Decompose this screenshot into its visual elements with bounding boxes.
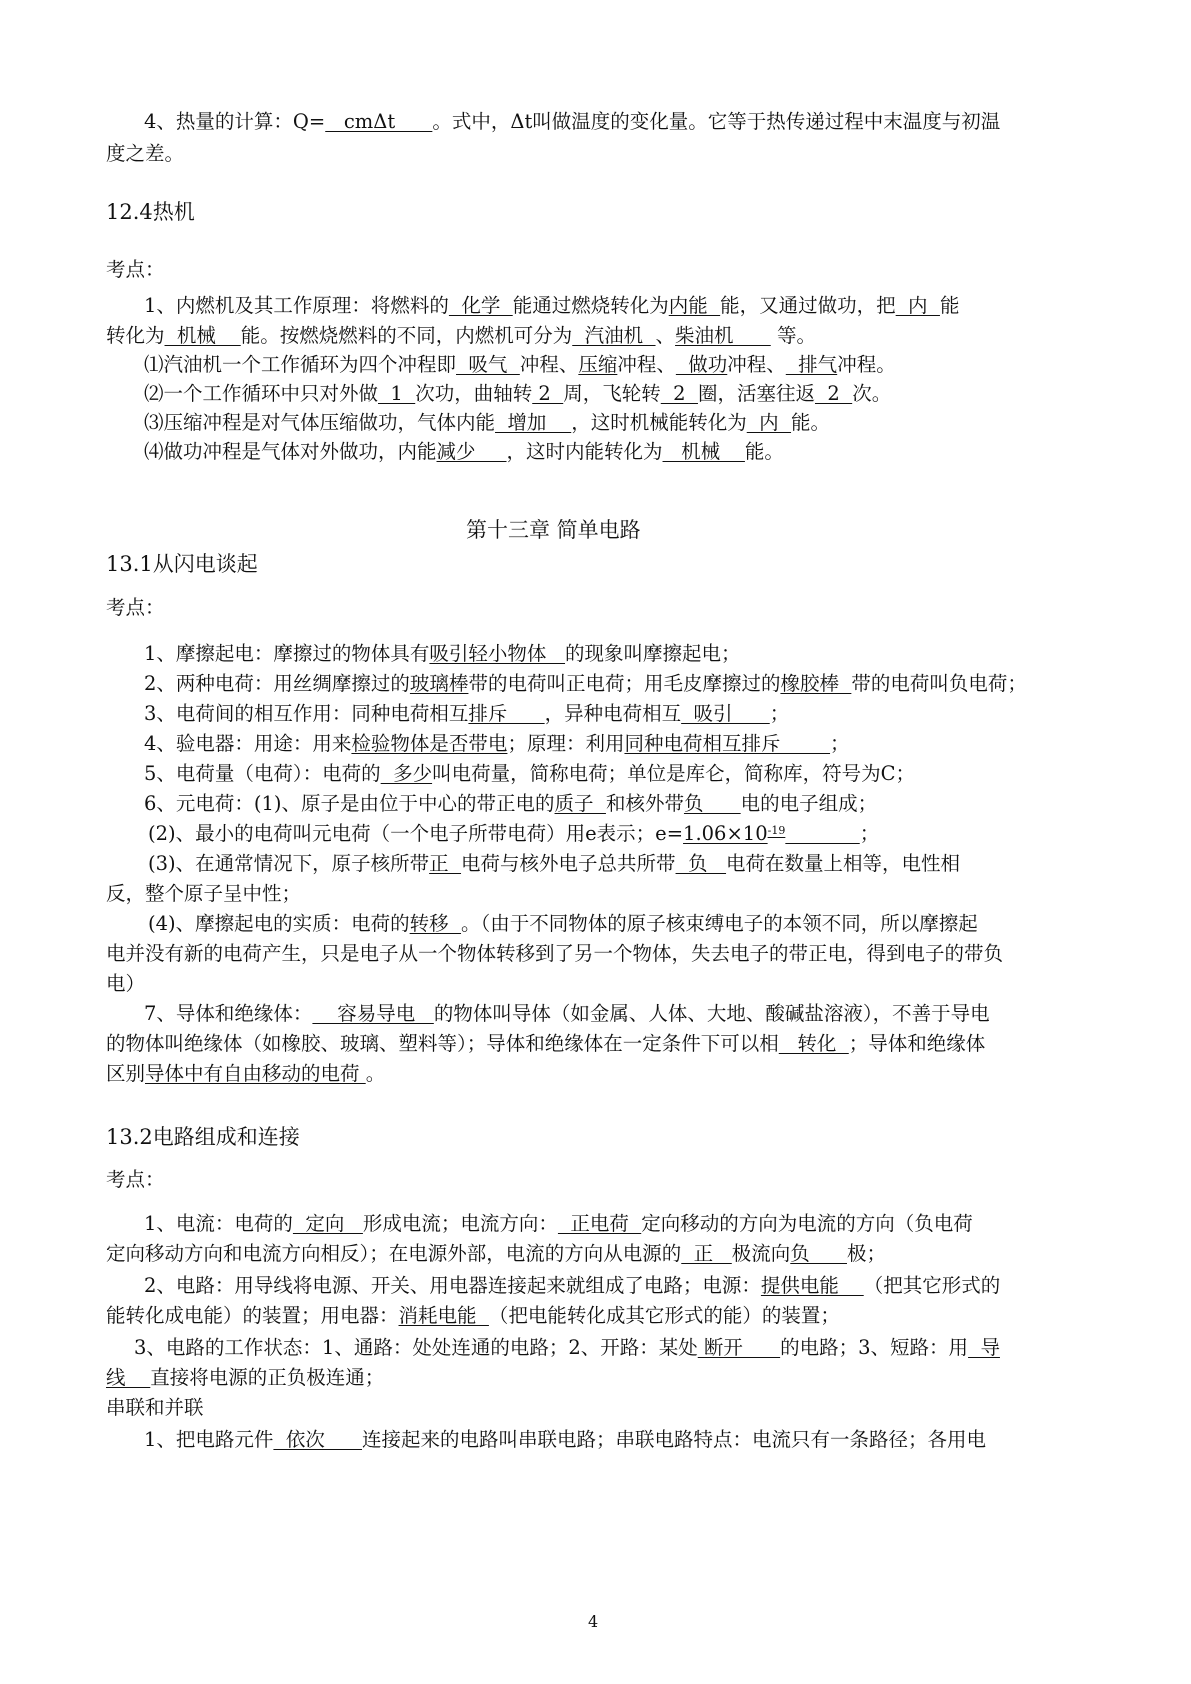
text-segment: 2、电路：用导线将电源、开关、用电器连接起来就组成了电路；电源： — [144, 1274, 761, 1297]
fill-in-answer: 导体中有自由移动的电荷 — [145, 1062, 366, 1085]
line-circuit-cont — [106, 1302, 840, 1330]
text-segment: ；导体和绝缘体 — [848, 1032, 986, 1055]
text-segment: 能转化成电能）的装置；用电器： — [106, 1304, 399, 1327]
text-segment: 能。 — [791, 411, 831, 434]
kaodian-label — [106, 1166, 165, 1194]
text-segment: 的电路；3、短路：用 — [780, 1336, 969, 1359]
text-segment: 能。 — [744, 440, 784, 463]
fill-in-answer: 线 — [106, 1366, 151, 1389]
fill-in-answer: 玻璃棒 — [409, 672, 469, 695]
text-segment: 带的电荷叫正电荷；用毛皮摩擦过的 — [468, 672, 781, 695]
text-segment: 第十三章 简单电路 — [466, 518, 641, 542]
text-segment: 等。 — [770, 324, 816, 347]
text-segment: （把其它形式的 — [863, 1274, 1001, 1297]
fill-in-answer: 消耗电能 — [398, 1304, 489, 1327]
fill-in-answer: 2 — [814, 382, 853, 405]
text-segment: 考点： — [106, 1168, 165, 1191]
text-segment: 周，飞轮转 — [563, 382, 661, 405]
fill-in-answer: 正 — [681, 1242, 732, 1265]
text-segment: 7、导体和绝缘体： — [144, 1002, 313, 1025]
fill-in-answer: 1 — [378, 382, 416, 405]
text-segment: (2)、最小的电荷叫元电荷（一个电子所带电荷）用e表示；e= — [148, 822, 684, 845]
fill-in-answer: 负 — [675, 852, 727, 875]
fill-in-answer: 减少 — [436, 440, 507, 463]
text-segment: 。（由于不同物体的原子核束缚电子的本领不同，所以摩擦起 — [461, 912, 978, 935]
line-engine-principle-cont — [106, 322, 816, 350]
fill-in-answer: 柴油机 — [675, 324, 771, 347]
text-segment: 4、验电器：用途：用来 — [144, 732, 352, 755]
fill-in-answer: 吸引轻小物体 — [429, 642, 566, 665]
line-friction-essence-cont — [106, 940, 1003, 968]
text-segment: 能 — [939, 294, 960, 317]
section-title-13-2 — [106, 1123, 300, 1151]
line-charge-interaction — [144, 700, 789, 728]
text-segment: 考点： — [106, 258, 165, 281]
text-segment: 3、电荷间的相互作用：同种电荷相互 — [144, 702, 469, 725]
text-segment: 转化为 — [106, 324, 165, 347]
fill-in-answer: 提供电能 — [760, 1274, 864, 1297]
text-segment: 冲程、 — [617, 353, 676, 376]
text-segment: 定向移动方向和电流方向相反）；在电源外部，电流的方向从电源的 — [106, 1242, 682, 1265]
text-segment: ，异种电荷相互 — [544, 702, 682, 725]
line-conductor-cont — [106, 1030, 985, 1058]
text-segment: 反，整个原子呈中性； — [106, 882, 302, 905]
fill-in-answer: 吸引 — [681, 702, 770, 725]
text-segment: 和核外带 — [605, 792, 684, 815]
fill-in-answer: 检验物体是否带电 — [351, 732, 508, 755]
text-segment: ，这时内能转化为 — [506, 440, 663, 463]
kaodian-label — [106, 256, 165, 284]
text-segment: 连接起来的电路叫串联电路；串联电路特点：电流只有一条路径；各用电 — [362, 1428, 987, 1451]
fill-in-answer: 内 — [746, 411, 792, 434]
text-segment: 形成电流；电流方向： — [362, 1212, 558, 1235]
line-friction-essence-end — [106, 970, 145, 998]
line-elementary-charge-3-cont — [106, 880, 301, 908]
text-segment: 能，又通过做功，把 — [720, 294, 896, 317]
text-segment: 次功，曲轴转 — [415, 382, 533, 405]
text-segment: 的物体叫绝缘体（如橡胶、玻璃、塑料等）；导体和绝缘体在一定条件下可以相 — [106, 1032, 779, 1055]
text-segment: 电并没有新的电荷产生，只是电子从一个物体转移到了另一个物体，失去电子的带正电，得到电子的带负 — [106, 942, 1004, 965]
text-segment: 4、热量的计算：Q= — [144, 110, 326, 133]
fill-in-answer — [785, 822, 859, 845]
text-segment: （把电能转化成其它形式的能）的装置； — [488, 1304, 840, 1327]
fill-in-answer: 定向 — [292, 1212, 363, 1235]
line-elementary-charge-3 — [148, 850, 960, 878]
fill-in-answer: cmΔt — [325, 110, 433, 133]
line-engine-3 — [144, 409, 830, 437]
text-segment: ，这时机械能转化为 — [571, 411, 747, 434]
text-segment: 13.1从闪电谈起 — [106, 552, 258, 576]
line-elementary-charge — [144, 790, 877, 818]
text-segment: 冲程、 — [727, 353, 786, 376]
text-segment: ；原理：利用 — [507, 732, 625, 755]
fill-in-answer: -19 — [767, 824, 786, 837]
text-segment: 区别 — [106, 1062, 146, 1085]
text-segment: 、 — [655, 324, 676, 347]
line-series — [144, 1426, 986, 1454]
subheading-series-parallel — [106, 1394, 204, 1422]
fill-in-answer: 负 — [790, 1242, 847, 1265]
text-segment: 电荷在数量上相等，电性相 — [726, 852, 961, 875]
line-engine-principle — [144, 292, 959, 320]
text-segment: 极流向 — [731, 1242, 791, 1265]
fill-in-answer: 汽油机 — [572, 324, 656, 347]
text-segment: 次。 — [852, 382, 892, 405]
text-segment: 能通过燃烧转化为 — [512, 294, 669, 317]
text-segment: ⑶压缩冲程是对气体压缩做功，气体内能 — [144, 411, 496, 434]
text-segment: 冲程、 — [519, 353, 579, 376]
text-segment: 带的电荷叫负电荷； — [851, 672, 1027, 695]
fill-in-answer: 机械 — [662, 440, 745, 463]
fill-in-answer: 同种电荷相互排斥 — [624, 732, 831, 755]
text-segment: 12.4热机 — [106, 200, 195, 224]
text-segment: 1、把电路元件 — [144, 1428, 274, 1451]
line-current — [144, 1210, 973, 1238]
line-engine-1 — [144, 351, 896, 379]
text-segment: ⑷做功冲程是气体对外做功，内能 — [144, 440, 437, 463]
text-segment: 13.2电路组成和连接 — [106, 1125, 300, 1149]
text-segment: (4)、摩擦起电的实质：电荷的 — [148, 912, 410, 935]
line-friction-essence — [148, 910, 978, 938]
fill-in-answer: 化学 — [448, 294, 513, 317]
text-segment: 电） — [106, 972, 146, 995]
text-segment: 度之差。 — [106, 142, 185, 165]
text-segment: 串联和并联 — [106, 1396, 204, 1419]
line-circuit-states — [134, 1334, 1000, 1362]
line-heat-formula-cont — [106, 140, 184, 168]
fill-in-answer: 2 — [660, 382, 698, 405]
text-segment: 圈，活塞往返 — [697, 382, 815, 405]
line-engine-4 — [144, 438, 784, 466]
text-segment: 叫电荷量，简称电荷；单位是库仑，简称库，符号为C； — [432, 762, 915, 785]
text-segment: 。 — [365, 1062, 386, 1085]
line-friction-charge — [144, 640, 741, 668]
fill-in-answer: 压缩 — [578, 353, 618, 376]
text-segment: ； — [769, 702, 790, 725]
line-heat-formula — [144, 108, 1000, 136]
fill-in-answer: 容易导电 — [312, 1002, 434, 1025]
text-segment: 的现象叫摩擦起电； — [565, 642, 741, 665]
section-title-13-1 — [106, 550, 258, 578]
fill-in-answer: 负 — [683, 792, 741, 815]
fill-in-answer: 导 — [968, 1336, 1000, 1359]
fill-in-answer: 正 — [429, 852, 462, 875]
text-segment: ； — [859, 822, 880, 845]
fill-in-answer: 排斥 — [468, 702, 545, 725]
text-segment: 极； — [846, 1242, 886, 1265]
fill-in-answer: 2 — [532, 382, 564, 405]
fill-in-answer: 内 — [895, 294, 940, 317]
fill-in-answer: 转化 — [778, 1032, 849, 1055]
text-segment: 的物体叫导体（如金属、人体、大地、酸碱盐溶液），不善于导电 — [433, 1002, 990, 1025]
text-segment: 5、电荷量（电荷）：电荷的 — [144, 762, 381, 785]
text-segment: 1、摩擦起电：摩擦过的物体具有 — [144, 642, 430, 665]
text-segment: 考点： — [106, 596, 165, 619]
line-two-charges — [144, 670, 1027, 698]
fill-in-answer: 1.06×10 — [683, 822, 768, 845]
line-engine-2 — [144, 380, 891, 408]
text-segment: 电荷与核外电子总共所带 — [461, 852, 676, 875]
text-segment: 6、元电荷：(1)、原子是由位于中心的带正电的 — [144, 792, 555, 815]
fill-in-answer: 排气 — [785, 353, 838, 376]
page-number: 4 — [588, 1612, 599, 1631]
text-segment: 。式中，Δt叫做温度的变化量。它等于热传递过程中末温度与初温 — [432, 110, 1001, 133]
text-segment: 1、电流：电荷的 — [144, 1212, 293, 1235]
text-segment: ⑴汽油机一个工作循环为四个冲程即 — [144, 353, 457, 376]
text-segment: 1、内燃机及其工作原理：将燃料的 — [144, 294, 449, 317]
fill-in-answer: 断开 — [697, 1336, 781, 1359]
fill-in-answer: 质子 — [554, 792, 606, 815]
fill-in-answer: 橡胶棒 — [780, 672, 852, 695]
text-segment: ； — [830, 732, 850, 755]
line-elementary-charge-2 — [148, 820, 879, 848]
fill-in-answer: 依次 — [273, 1428, 363, 1451]
line-conductor — [144, 1000, 990, 1028]
fill-in-answer: 增加 — [495, 411, 572, 434]
section-title-12-4 — [106, 198, 195, 226]
text-segment: 3、电路的工作状态：1、通路：处处连通的电路；2、开路：某处 — [134, 1336, 698, 1359]
text-segment: ⑵一个工作循环中只对外做 — [144, 382, 379, 405]
fill-in-answer: 转移 — [409, 912, 462, 935]
line-current-cont — [106, 1240, 886, 1268]
fill-in-answer: 多少 — [380, 762, 433, 785]
chapter-title — [466, 516, 641, 544]
line-circuit-states-cont — [106, 1364, 384, 1392]
text-segment: 电的电子组成； — [740, 792, 878, 815]
text-segment: 冲程。 — [837, 353, 896, 376]
fill-in-answer: 吸气 — [456, 353, 520, 376]
text-segment: 直接将电源的正负极连通； — [150, 1366, 385, 1389]
fill-in-answer: 内能 — [668, 294, 721, 317]
kaodian-label — [106, 594, 165, 622]
text-segment: (3)、在通常情况下，原子核所带 — [148, 852, 430, 875]
text-segment: 能。按燃烧燃料的不同，内燃机可分为 — [240, 324, 573, 347]
text-segment: 2、两种电荷：用丝绸摩擦过的 — [144, 672, 410, 695]
fill-in-answer: 机械 — [164, 324, 241, 347]
line-conductor-end — [106, 1060, 385, 1088]
line-electroscope — [144, 730, 850, 758]
fill-in-answer: 正电荷 — [557, 1212, 642, 1235]
line-charge-quantity — [144, 760, 915, 788]
text-segment: 定向移动的方向为电流的方向（负电荷 — [641, 1212, 973, 1235]
fill-in-answer: 做功 — [675, 353, 728, 376]
line-circuit — [144, 1272, 1000, 1300]
